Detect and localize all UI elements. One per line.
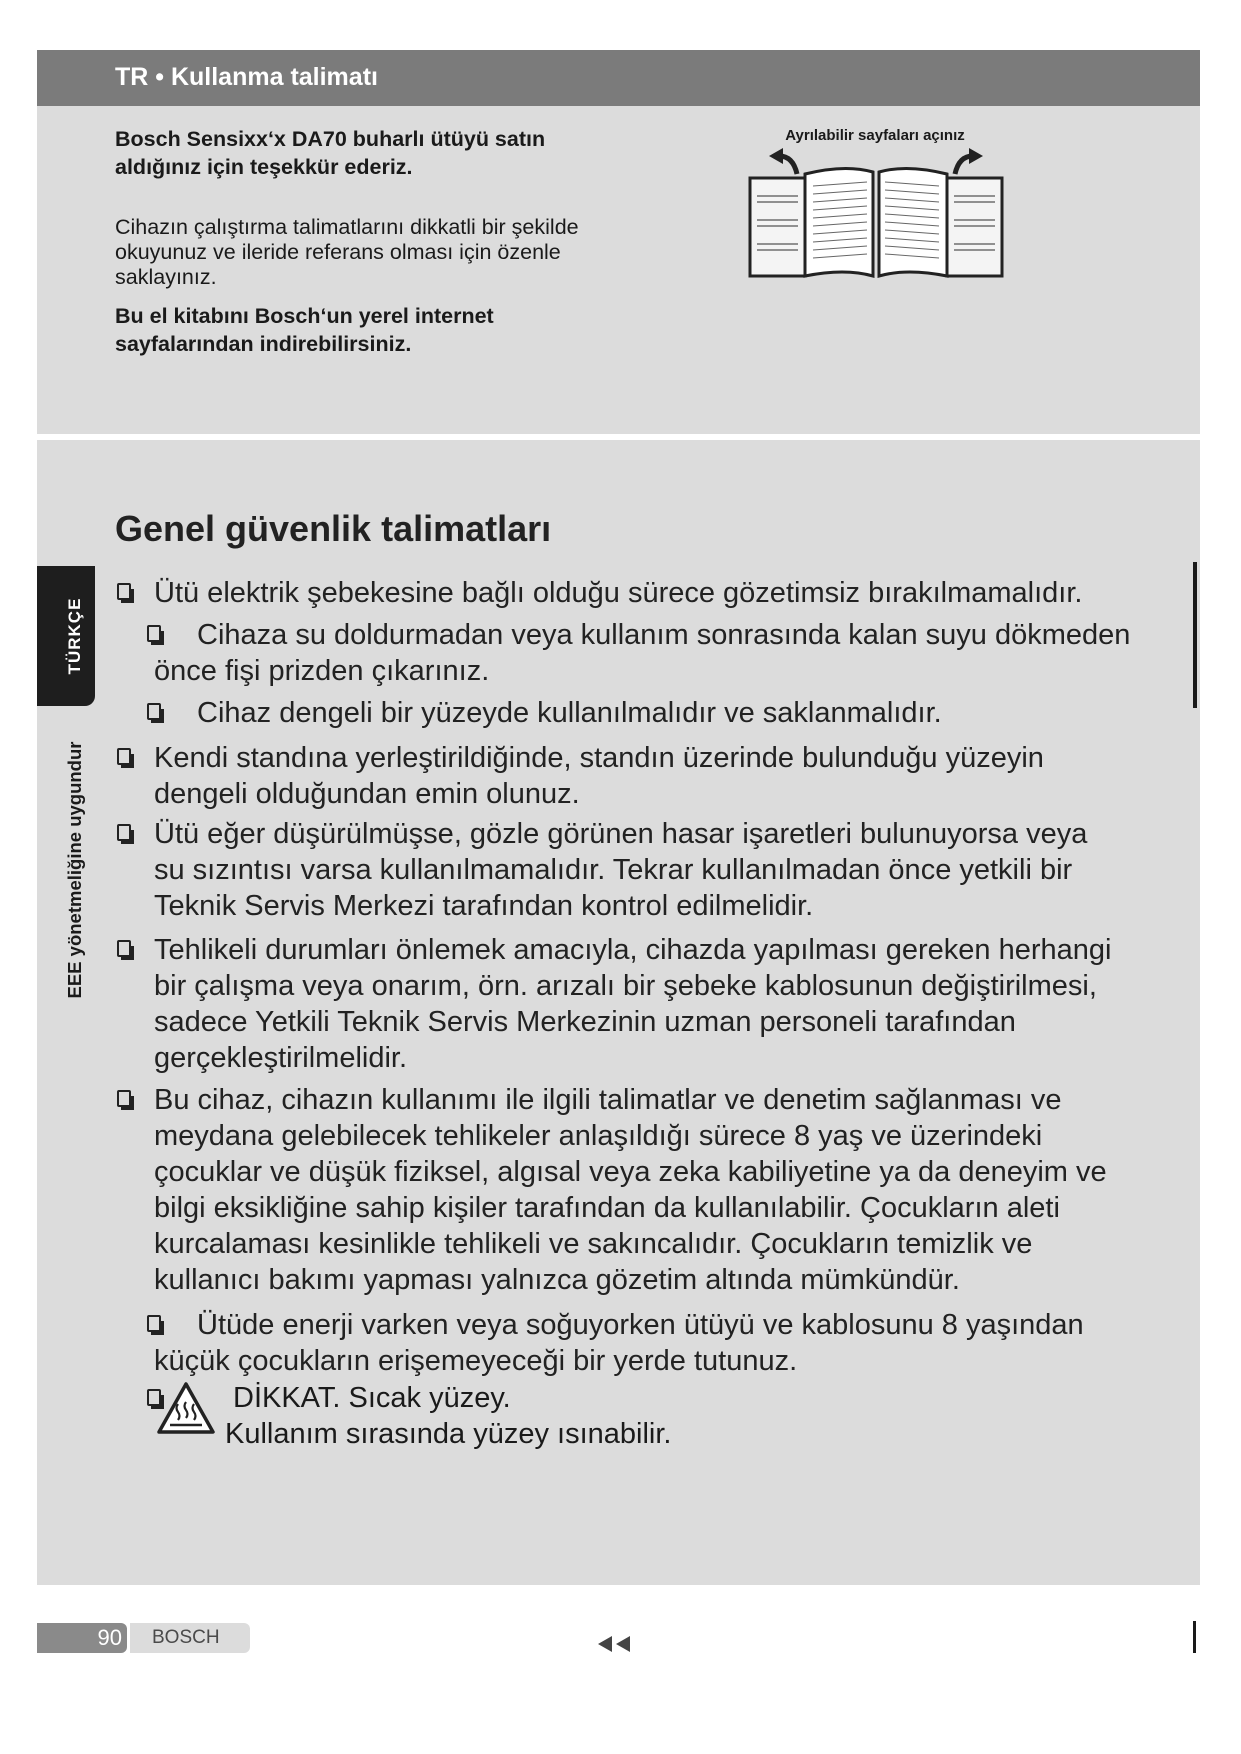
list-item	[115, 740, 1044, 812]
list-item-line: Cihaz dengeli bir yüzeyde kullanılmalıdır ve saklanmalıdır.	[197, 697, 942, 729]
compliance-label: EEE yönetmeliğine uygundur	[64, 741, 85, 999]
page-header-title: TR • Kullanma talimatı	[115, 63, 378, 91]
checkbox-bullet-icon	[117, 748, 131, 765]
instructions-line-1: Cihazın çalıştırma talimatlarını dikkatli bir şekilde	[115, 215, 579, 239]
list-item-line: Ütü elektrik şebekesine bağlı olduğu sürece gözetimsiz bırakılmamalıdır.	[154, 577, 1083, 609]
thanks-text	[115, 125, 545, 181]
list-item	[115, 816, 1087, 924]
list-item	[115, 695, 942, 731]
download-line-1: Bu el kitabını Bosch‘un yerel internet	[115, 304, 494, 328]
checkbox-bullet-icon	[117, 583, 131, 600]
list-item-line: su sızıntısı varsa kullanılmamalıdır. Tekrar kullanılmadan önce yetkili bir	[154, 854, 1073, 886]
thanks-line-1: Bosch Sensixx‘x DA70 buharlı ütüyü satın	[115, 127, 546, 151]
page-number: 90	[97, 1625, 122, 1650]
list-item-line: Kendi standına yerleştirildiğinde, standın üzerinde bulunduğu yüzeyin	[154, 742, 1044, 774]
list-item-line: sadece Yetkili Teknik Servis Merkezinin uzman personeli tarafından	[154, 1006, 1016, 1038]
bottom-edge-rule	[1193, 1621, 1196, 1653]
checkbox-bullet-icon	[117, 824, 131, 841]
checkbox-bullet-icon	[147, 703, 161, 720]
instructions-text	[115, 215, 579, 290]
list-item	[115, 932, 1111, 1076]
list-item-line: Ütüde enerji varken veya soğuyorken ütüyü ve kablosunu 8 yaşından	[197, 1309, 1084, 1341]
list-item-line: Teknik Servis Merkezi tarafından kontrol edilmelidir.	[154, 890, 814, 922]
list-item-line: bir çalışma veya onarım, örn. arızalı bir şebeke kablosunun değiştirilmesi,	[154, 970, 1097, 1002]
list-item-line: meydana gelebilecek tehlikeler anlaşıldığı sürece 8 yaş ve üzerindeki	[154, 1120, 1043, 1152]
download-line-2: sayfalarından indirebilirsiniz.	[115, 332, 412, 356]
list-item-line: bilgi eksikliğine sahip kişiler tarafından da kullanılabilir. Çocukların aleti	[154, 1192, 1060, 1224]
fold-out-pages-icon	[745, 148, 1007, 282]
list-item	[115, 1082, 1107, 1298]
brand-label: BOSCH	[152, 1627, 220, 1648]
right-edge-rule	[1193, 562, 1197, 708]
language-tab-label: TÜRKÇE	[65, 597, 84, 675]
checkbox-bullet-icon	[147, 625, 161, 642]
list-item-line: Cihaza su doldurmadan veya kullanım sonrasında kalan suyu dökmeden	[197, 619, 1131, 651]
list-item-line: dengeli olduğundan emin olunuz.	[154, 778, 580, 810]
section-title: Genel güvenlik talimatları	[115, 508, 552, 549]
instructions-line-3: saklayınız.	[115, 265, 217, 289]
checkbox-bullet-icon	[147, 1315, 161, 1332]
list-item-line: kurcalaması kesinlikle tehlikeli ve sakıncalıdır. Çocukların temizlik ve	[154, 1228, 1033, 1260]
list-item	[115, 1307, 1084, 1379]
warning-text: Kullanım sırasında yüzey ısınabilir.	[225, 1418, 672, 1450]
list-item-line: Bu cihaz, cihazın kullanımı ile ilgili talimatlar ve denetim sağlanması ve	[154, 1084, 1062, 1116]
checkbox-bullet-icon	[117, 1090, 131, 1107]
illustration-caption: Ayrılabilir sayfaları açınız	[785, 127, 965, 144]
checkbox-bullet-icon	[117, 940, 131, 957]
thanks-line-2: aldığınız için teşekkür ederiz.	[115, 155, 413, 179]
warning-title: DİKKAT. Sıcak yüzey.	[233, 1382, 511, 1414]
list-item-line: küçük çocukların erişemeyeceği bir yerde tutunuz.	[154, 1345, 798, 1377]
previous-page-arrows-icon[interactable]	[596, 1634, 632, 1654]
list-item	[115, 575, 1082, 611]
list-item-line: Tehlikeli durumları önlemek amacıyla, cihazda yapılması gereken herhangi	[154, 934, 1112, 966]
list-item-line: Ütü eğer düşürülmüşse, gözle görünen hasar işaretleri bulunuyorsa veya	[154, 818, 1088, 850]
list-item-line: çocuklar ve düşük fiziksel, algısal veya zeka kabiliyetine ya da deneyim ve	[154, 1156, 1107, 1188]
download-text	[115, 302, 494, 358]
hot-surface-warning-icon	[155, 1380, 217, 1436]
list-item-line: önce fişi prizden çıkarınız.	[154, 655, 490, 687]
list-item-line: kullanıcı bakımı yapması yalnızca gözetim altında mümkündür.	[154, 1264, 960, 1296]
list-item	[115, 617, 1130, 689]
list-item-line: gerçekleştirilmelidir.	[154, 1042, 408, 1074]
instructions-line-2: okuyunuz ve ileride referans olması için özenle	[115, 240, 561, 264]
